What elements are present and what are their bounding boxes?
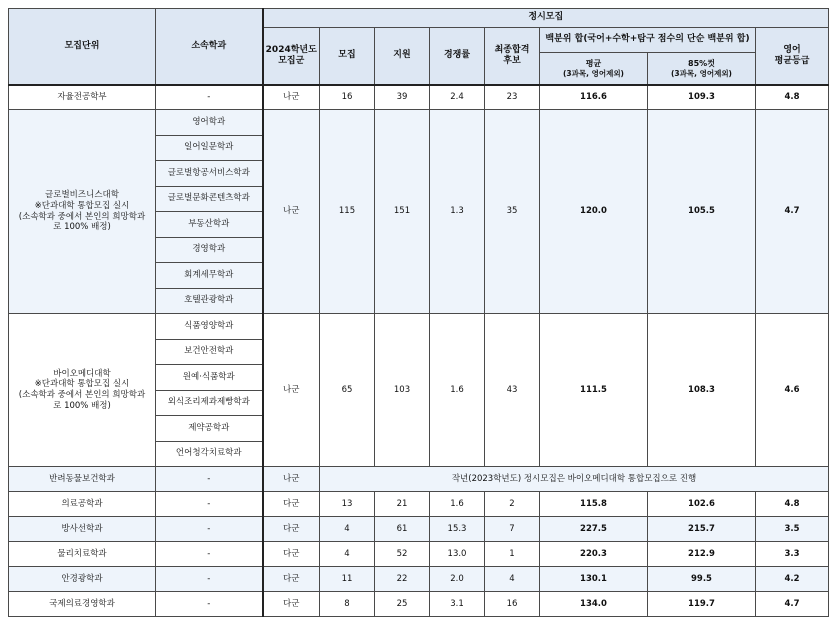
table-row [9, 542, 829, 567]
table-row [9, 567, 829, 592]
dept-cell: 영어학과 [156, 110, 263, 136]
dept-cell: 제약공학과 [156, 416, 263, 442]
final-cell: 2 [485, 492, 540, 517]
dept-cell: 호텔관광학과 [156, 288, 263, 314]
header-recruit: 모집 [320, 28, 375, 85]
cut85-cell: 105.5 [648, 110, 756, 314]
cut85-cell: 215.7 [648, 517, 756, 542]
ratio-cell: 2.0 [430, 567, 485, 592]
applied-cell: 25 [375, 592, 430, 617]
dept-cell: 경영학과 [156, 237, 263, 263]
group-cell: 나군 [263, 110, 320, 314]
dept-cell: - [156, 85, 263, 110]
header-quota-year: 2024학년도 모집군 [263, 28, 320, 85]
header-avg-label: 평균 [585, 58, 602, 68]
cut85-cell: 102.6 [648, 492, 756, 517]
dept-cell: 보건안전학과 [156, 339, 263, 365]
eng-cell: 4.8 [756, 85, 829, 110]
header-cut85-label: 85%컷 [688, 58, 715, 68]
dept-cell: - [156, 542, 263, 567]
ratio-cell: 3.1 [430, 592, 485, 617]
header-english: 영어 평균등급 [756, 28, 829, 85]
dept-cell: 원예·식품학과 [156, 365, 263, 391]
recruit-cell: 4 [320, 542, 375, 567]
final-cell: 1 [485, 542, 540, 567]
dept-cell: 식품영양학과 [156, 314, 263, 340]
recruit-cell: 11 [320, 567, 375, 592]
ratio-cell: 13.0 [430, 542, 485, 567]
applied-cell: 52 [375, 542, 430, 567]
header-cut85 [648, 53, 756, 85]
header-score-group: 백분위 합(국어+수학+탐구 점수의 단순 백분위 합) [540, 28, 756, 53]
cut85-cell: 108.3 [648, 314, 756, 467]
header-dept: 소속학과 [156, 9, 263, 85]
final-cell: 16 [485, 592, 540, 617]
header-applied: 지원 [375, 28, 430, 85]
eng-cell: 4.7 [756, 110, 829, 314]
cut85-cell: 119.7 [648, 592, 756, 617]
group-cell: 나군 [263, 467, 320, 492]
final-cell: 7 [485, 517, 540, 542]
header-final-pass: 최종합격 후보 [485, 28, 540, 85]
applied-cell: 103 [375, 314, 430, 467]
dept-cell: 일어일문학과 [156, 135, 263, 161]
table-row [9, 314, 829, 340]
admissions-table [8, 8, 829, 617]
dept-cell: - [156, 467, 263, 492]
unit-cell: 안경광학과 [9, 567, 156, 592]
eng-cell: 3.3 [756, 542, 829, 567]
eng-cell: 4.6 [756, 314, 829, 467]
group-cell: 나군 [263, 85, 320, 110]
avg-cell: 130.1 [540, 567, 648, 592]
recruit-cell: 13 [320, 492, 375, 517]
group-cell: 다군 [263, 567, 320, 592]
ratio-cell: 15.3 [430, 517, 485, 542]
dept-cell: - [156, 492, 263, 517]
avg-cell: 134.0 [540, 592, 648, 617]
eng-cell: 4.2 [756, 567, 829, 592]
final-cell: 35 [485, 110, 540, 314]
avg-cell: 116.6 [540, 85, 648, 110]
eng-cell: 4.7 [756, 592, 829, 617]
header-ratio: 경쟁률 [430, 28, 485, 85]
avg-cell: 111.5 [540, 314, 648, 467]
ratio-cell: 2.4 [430, 85, 485, 110]
table-row [9, 85, 829, 110]
avg-cell: 115.8 [540, 492, 648, 517]
applied-cell: 22 [375, 567, 430, 592]
unit-cell: 자율전공학부 [9, 85, 156, 110]
group-cell: 다군 [263, 542, 320, 567]
applied-cell: 61 [375, 517, 430, 542]
eng-cell: 4.8 [756, 492, 829, 517]
final-cell: 43 [485, 314, 540, 467]
applied-cell: 151 [375, 110, 430, 314]
header-cut85-note: (3과목, 영어제외) [670, 68, 732, 78]
dept-cell: 외식조리제과제빵학과 [156, 390, 263, 416]
ratio-cell: 1.6 [430, 492, 485, 517]
unit-cell: 의료공학과 [9, 492, 156, 517]
unit-cell: 바이오메디대학 ※단과대학 통합모집 실시 (소속학과 중에서 본인의 희망학과로 100% 배정) [9, 314, 156, 467]
dept-cell: 언어청각치료학과 [156, 441, 263, 467]
header-group: 정시모집 [263, 9, 829, 28]
group-cell: 다군 [263, 517, 320, 542]
ratio-cell: 1.3 [430, 110, 485, 314]
recruit-cell: 65 [320, 314, 375, 467]
header-avg-note: (3과목, 영어제외) [562, 68, 624, 78]
dept-cell: 부동산학과 [156, 212, 263, 238]
dept-cell: - [156, 592, 263, 617]
avg-cell: 227.5 [540, 517, 648, 542]
dept-cell: 글로벌문화콘텐츠학과 [156, 186, 263, 212]
avg-cell: 120.0 [540, 110, 648, 314]
recruit-cell: 16 [320, 85, 375, 110]
dept-cell: 글로벌항공서비스학과 [156, 161, 263, 187]
table-row [9, 592, 829, 617]
group-cell: 나군 [263, 314, 320, 467]
unit-cell: 글로벌비즈니스대학 ※단과대학 통합모집 실시 (소속학과 중에서 본인의 희망학과로 100% 배정) [9, 110, 156, 314]
applied-cell: 21 [375, 492, 430, 517]
group-cell: 다군 [263, 592, 320, 617]
recruit-cell: 115 [320, 110, 375, 314]
dept-cell: - [156, 517, 263, 542]
dept-cell: 회계세무학과 [156, 263, 263, 289]
final-cell: 4 [485, 567, 540, 592]
cut85-cell: 109.3 [648, 85, 756, 110]
eng-cell: 3.5 [756, 517, 829, 542]
final-cell: 23 [485, 85, 540, 110]
table-row [9, 492, 829, 517]
avg-cell: 220.3 [540, 542, 648, 567]
recruit-cell: 8 [320, 592, 375, 617]
cut85-cell: 212.9 [648, 542, 756, 567]
ratio-cell: 1.6 [430, 314, 485, 467]
header-avg [540, 53, 648, 85]
table-row [9, 517, 829, 542]
recruit-cell: 4 [320, 517, 375, 542]
header-unit: 모집단위 [9, 9, 156, 85]
group-cell: 다군 [263, 492, 320, 517]
unit-cell: 반려동물보건학과 [9, 467, 156, 492]
unit-cell: 물리치료학과 [9, 542, 156, 567]
note-cell: 작년(2023학년도) 정시모집은 바이오메디대학 통합모집으로 진행 [320, 467, 829, 492]
cut85-cell: 99.5 [648, 567, 756, 592]
unit-cell: 방사선학과 [9, 517, 156, 542]
table-row [9, 467, 829, 492]
applied-cell: 39 [375, 85, 430, 110]
table-row [9, 110, 829, 136]
unit-cell: 국제의료경영학과 [9, 592, 156, 617]
dept-cell: - [156, 567, 263, 592]
